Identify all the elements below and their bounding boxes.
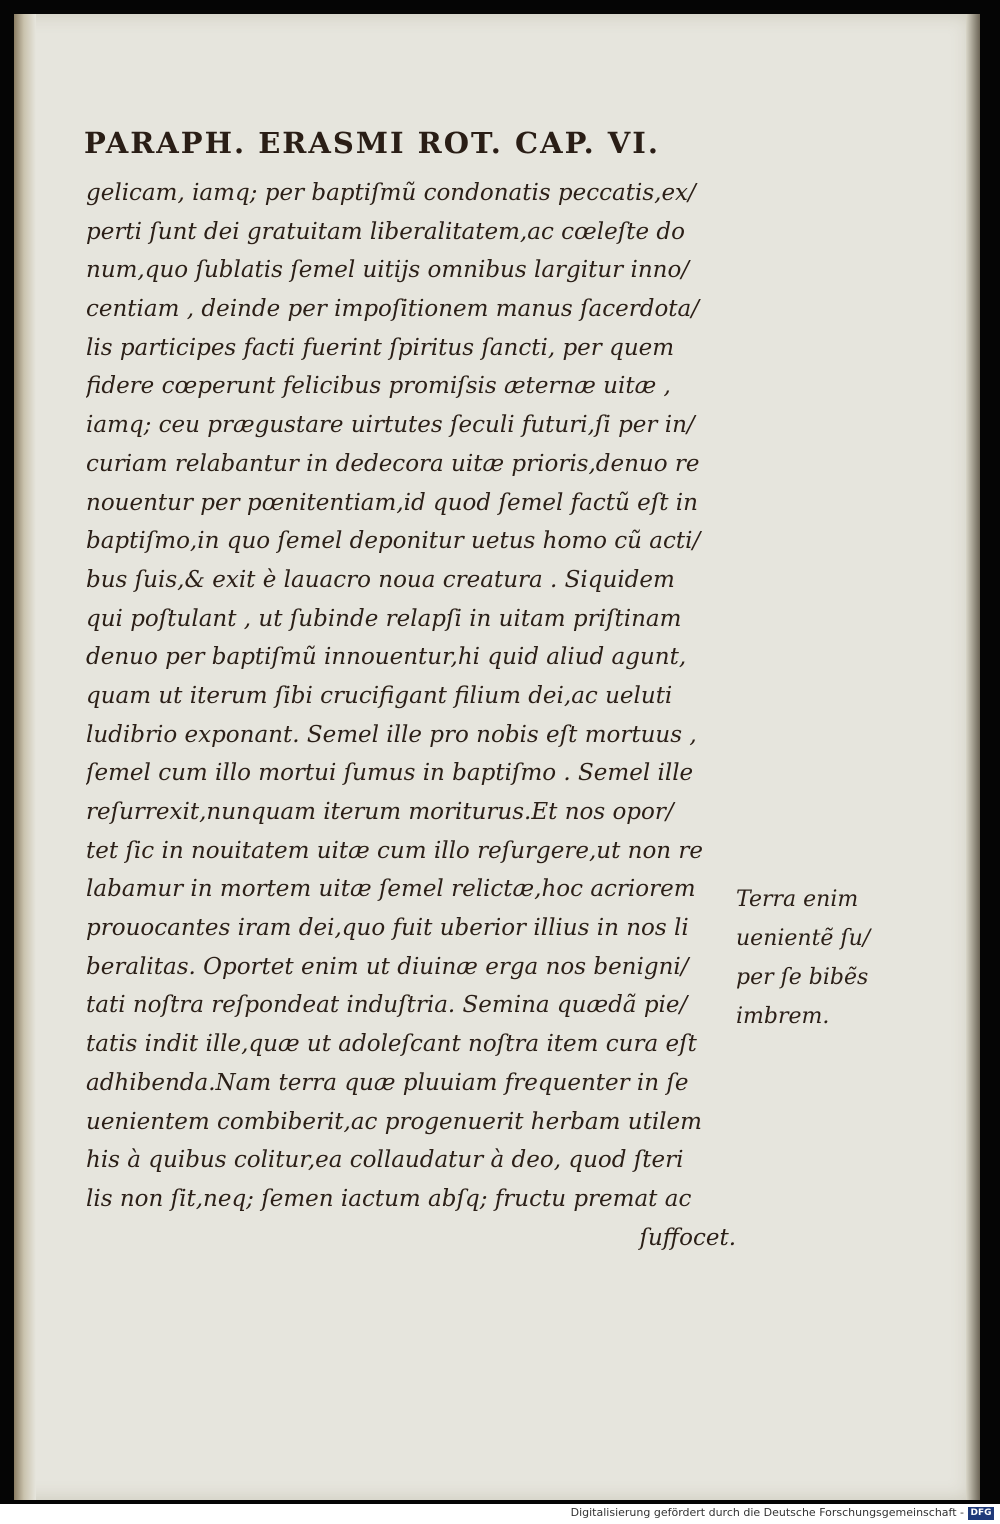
text-line: prouocantes iram dei,quo fuit uberior illius in nos li [86, 915, 689, 942]
text-line: baptiſmo,in quo ſemel deponitur uetus homo cũ acti/ [86, 528, 701, 555]
margin-note [736, 880, 896, 1036]
text-line: denuo per baptiſmũ innouentur,hi quid aliud agunt, [86, 644, 687, 671]
text-line: uenientem combiberit,ac progenuerit herbam utilem [86, 1108, 702, 1135]
text-line: iamq; ceu prægustare uirtutes ſeculi futuri,ſi per in/ [86, 412, 695, 439]
text-line: ludibrio exponant. Semel ille pro nobis eſt mortuus , [86, 721, 697, 748]
margin-note-line: uenientẽ ſu/ [736, 926, 871, 951]
margin-note-line: Terra enim [736, 887, 859, 912]
running-head: PARAPH. ERASMI ROT. CAP. VI. [84, 126, 660, 160]
text-line: tet ſic in nouitatem uitæ cum illo reſurgere,ut non re [86, 837, 704, 864]
text-line: fidere cœperunt felicibus promiſsis æternæ uitæ , [86, 373, 671, 400]
text-line: qui poſtulant , ut ſubinde relapſi in uitam priſtinam [86, 605, 682, 632]
catchword: ſuffocet. [639, 1224, 736, 1251]
text-line: tati noſtra reſpondeat induſtria. Semina quædã pie/ [86, 992, 688, 1019]
margin-note-line: imbrem. [736, 1004, 830, 1029]
text-line: num,quo ſublatis ſemel uitijs omnibus largitur inno/ [86, 257, 690, 284]
text-line: beralitas. Oportet enim ut diuinæ erga nos benigni/ [86, 953, 689, 980]
margin-note-line: per ſe bibẽs [736, 965, 869, 990]
text-line: quam ut iterum ſibi crucifigant filium dei,ac ueluti [86, 682, 673, 709]
text-line: his à quibus colitur,ea collaudatur à deo, quod ſteri [86, 1147, 684, 1174]
text-line: lis non ſit,neq; ſemen iactum abſq; fructu premat ac [86, 1185, 692, 1212]
body-text [86, 174, 746, 1257]
text-line: tatis indit ille,quæ ut adoleſcant noſtra item cura eſt [86, 1031, 697, 1058]
text-line: bus ſuis,& exit è lauacro noua creatura . Siquidem [86, 566, 675, 593]
text-line: reſurrexit,nunquam iterum moriturus.Et nos opor/ [86, 799, 674, 825]
page-edge [966, 14, 980, 1500]
text-line: gelicam, iamq; per baptiſmũ condonatis peccatis,ex/ [86, 180, 696, 206]
book-page [14, 14, 970, 1500]
text-line: ſemel cum illo mortui ſumus in baptiſmo . Semel ille [86, 760, 694, 787]
text-line: lis participes facti fuerint ſpiritus ſancti, per quem [86, 334, 675, 361]
footer-bar [0, 1504, 1000, 1524]
text-line: curiam relabantur in dedecora uitæ prioris,denuo re [86, 450, 700, 477]
page-binding-shadow [14, 14, 36, 1500]
text-line: centiam , deinde per impoſitionem manus ſacerdota/ [86, 296, 699, 323]
text-line: adhibenda.Nam terra quæ pluuiam frequenter in ſe [86, 1069, 689, 1096]
text-line: perti ſunt dei gratuitam liberalitatem,ac cœleſte do [86, 218, 685, 245]
text-line: labamur in mortem uitæ ſemel relictæ,hoc acriorem [86, 876, 696, 903]
funding-credit: Digitalisierung gefördert durch die Deutsche Forschungsgemeinschaft - [570, 1506, 964, 1519]
text-line: nouentur per pœnitentiam,id quod ſemel factũ eſt in [86, 489, 698, 516]
dfg-logo: DFG [968, 1507, 994, 1520]
